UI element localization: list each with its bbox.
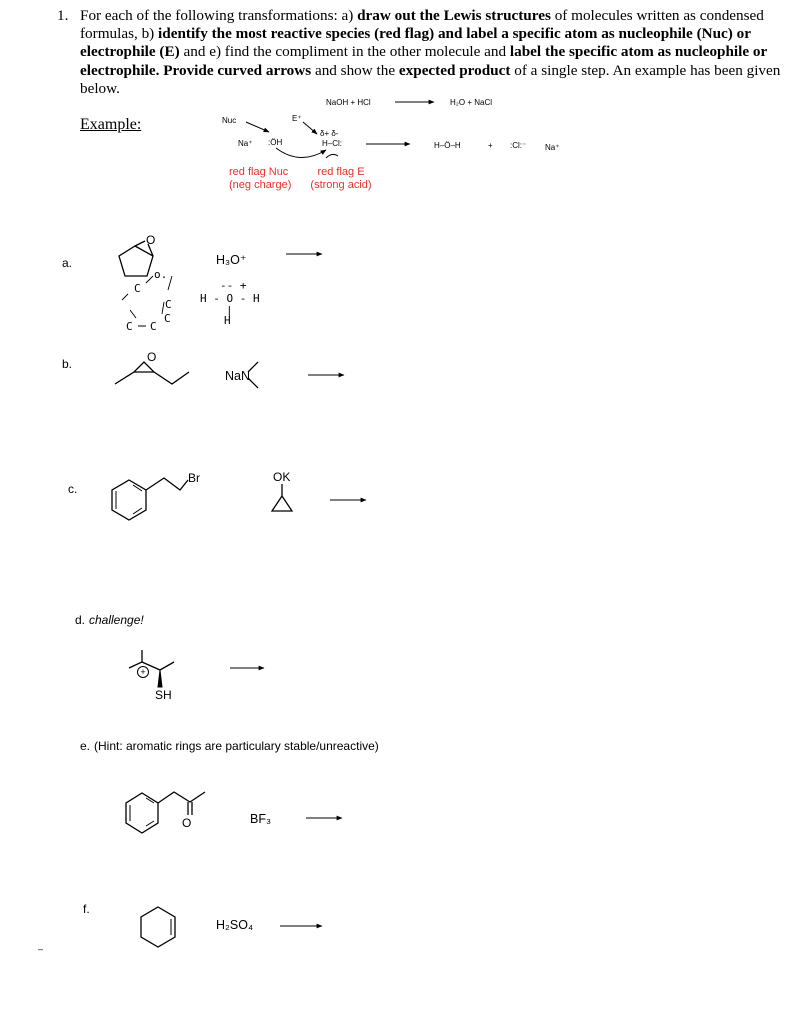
hand-ring-o: o. <box>154 268 168 281</box>
instr-bold-product: expected product <box>398 61 511 79</box>
part-b-letter: b. <box>62 357 73 371</box>
part-e-reagent: BF₃ <box>250 812 272 826</box>
water-product: H–Ö–H <box>434 141 461 150</box>
red-flag-nuc-line1: red flag Nuc <box>229 166 289 178</box>
part-a-oxygen: O <box>146 233 156 247</box>
part-b-reagent: NaN <box>225 369 251 383</box>
hand-c-5: C <box>150 320 157 333</box>
instr-bold-arrows: Provide curved arrows <box>163 61 312 79</box>
nuc-pointer-arrow <box>246 122 269 132</box>
part-d-thiol: SH <box>155 688 172 702</box>
example-equation: NaOH + HCl <box>326 98 371 107</box>
delta-charges: δ+ δ- <box>320 129 339 138</box>
part-e-oxygen: O <box>182 816 192 830</box>
part-d-note: challenge! <box>89 613 144 627</box>
part-b-oxygen: O <box>147 350 157 364</box>
chloride-ion: :Cl:⁻ <box>510 141 527 150</box>
sodium-ion-product: Na⁺ <box>545 143 560 152</box>
part-a-letter: a. <box>62 256 73 270</box>
part-c-bromine: Br <box>188 471 200 485</box>
red-flag-e-line2: (strong acid) <box>310 179 372 191</box>
question-number: 1. <box>57 7 69 24</box>
part-a-reagent: H₃O⁺ <box>216 253 247 267</box>
part-f-reagent: H₂SO₄ <box>216 918 254 932</box>
part-d-skeleton-a <box>129 650 142 668</box>
part-b-epoxide <box>115 362 189 384</box>
part-b-methyl-up <box>248 362 258 372</box>
part-c-reagent: OK <box>273 470 291 484</box>
e-plus-label: E⁺ <box>292 114 302 123</box>
instr-seg-3: of molecules written as condensed formulas, b) <box>80 7 764 43</box>
part-d-wedge <box>158 670 162 687</box>
hand-water-top: -- + <box>220 279 247 292</box>
sodium-ion: Na⁺ <box>238 139 253 148</box>
part-d-letter: d. <box>75 613 86 627</box>
hand-water-bar: | <box>226 304 233 317</box>
part-f-letter: f. <box>83 902 90 916</box>
instr-seg-1: For each of the following transformations: a) <box>80 7 358 24</box>
part-c-chain <box>146 478 188 490</box>
hand-c-1: C <box>134 282 141 295</box>
instr-seg-5: and e) find the compliment in the other molecule and <box>179 43 510 61</box>
part-e-benzene-ring <box>126 793 158 833</box>
part-f-cyclohexene-ring <box>141 907 175 947</box>
instr-bold-identify: identify the most reactive species (red flag) and label a specific atom as nucleophile (Nuc) or electrophile (E) <box>80 25 751 61</box>
hand-c-3: C <box>164 312 171 325</box>
part-c-benzene-ring <box>112 480 146 520</box>
curved-bond-arrow <box>326 154 338 158</box>
example-products-top: H₂O + NaCl <box>450 98 493 107</box>
part-e-chain <box>158 792 205 803</box>
page-edge-mark: – <box>38 944 44 954</box>
instr-bold-lewis: draw out the Lewis structures <box>357 7 551 24</box>
part-b-methyl-down <box>248 378 258 388</box>
instr-bold-label: label the specific atom as nucleophile or electrophile. <box>80 43 767 79</box>
hydroxide: :ÖH <box>268 138 283 147</box>
hand-c-2: C <box>165 298 172 311</box>
e-pointer-arrow <box>303 122 317 134</box>
red-flag-e-line1: red flag E <box>317 166 365 178</box>
curved-electron-arrow <box>276 148 326 158</box>
plus-sign: + <box>488 141 493 150</box>
part-c-cyclopropane <box>272 496 292 511</box>
instr-seg-9: and show the <box>311 61 399 79</box>
nuc-label: Nuc <box>222 116 237 125</box>
part-e-letter: e. <box>80 739 91 753</box>
part-d-skeleton-b <box>142 662 174 670</box>
hcl-molecule: H–Cl: <box>322 139 343 148</box>
hand-water-mid: H - O - H <box>200 292 260 305</box>
part-a-cyclopentane-ring <box>119 246 153 276</box>
instr-seg-11: of a single step. An example has been given below. <box>80 61 781 97</box>
example-label: Example: <box>80 116 142 133</box>
hand-water-bottom: H <box>224 314 231 327</box>
part-c-letter: c. <box>68 482 78 496</box>
carbocation-charge: + <box>137 666 149 678</box>
red-flag-nuc-line2: (neg charge) <box>229 179 292 191</box>
part-e-hint: (Hint: aromatic rings are particulary stable/unreactive) <box>94 739 379 753</box>
hand-c-4: C <box>126 320 133 333</box>
